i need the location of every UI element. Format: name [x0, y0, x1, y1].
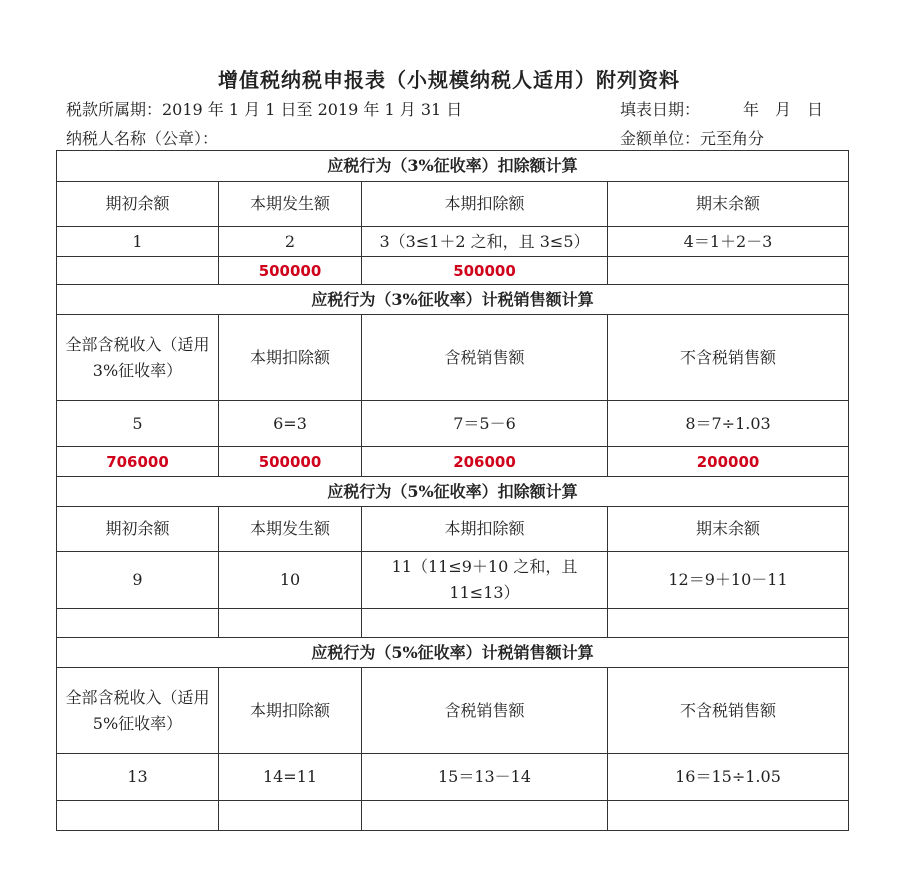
fill-date-label: 填表日期：	[620, 100, 701, 119]
section-title-row	[57, 151, 849, 182]
code-cell: 3（3≤1＋2 之和，且 3≤5）	[362, 227, 608, 257]
value-cell: 500000	[219, 257, 362, 285]
value-cell: 500000	[362, 257, 608, 285]
header-cell: 本期发生额	[219, 182, 362, 227]
code-row	[57, 552, 849, 609]
code-cell: 15＝13－14	[362, 754, 608, 801]
header-cell: 含税销售额	[362, 668, 608, 754]
section-title: 应税行为（5%征收率）计税销售额计算	[57, 638, 849, 668]
header-cell: 期初余额	[57, 507, 219, 552]
code-cell: 11（11≤9＋10 之和，且 11≤13）	[362, 552, 608, 609]
value-cell: 206000	[362, 447, 608, 477]
header-cell: 本期扣除额	[219, 668, 362, 754]
taxpayer-name-label: 纳税人名称（公章）：	[66, 129, 219, 148]
section-title: 应税行为（3%征收率）扣除额计算	[57, 151, 849, 182]
value-cell	[608, 609, 849, 638]
value-cell	[219, 801, 362, 831]
value-cell: 500000	[219, 447, 362, 477]
value-cell	[608, 257, 849, 285]
header-row	[57, 315, 849, 401]
value-row	[57, 447, 849, 477]
code-cell: 16＝15÷1.05	[608, 754, 849, 801]
tax-period: 税款所属期：2019 年 1 月 1 日至 2019 年 1 月 31 日	[66, 100, 463, 119]
header-cell: 期末余额	[608, 507, 849, 552]
code-cell: 5	[57, 401, 219, 447]
section-title-row	[57, 285, 849, 315]
code-cell: 10	[219, 552, 362, 609]
header-cell: 期末余额	[608, 182, 849, 227]
code-row	[57, 401, 849, 447]
value-cell: 706000	[57, 447, 219, 477]
code-cell: 12＝9＋10－11	[608, 552, 849, 609]
value-cell	[57, 801, 219, 831]
code-cell: 13	[57, 754, 219, 801]
section-title: 应税行为（3%征收率）计税销售额计算	[57, 285, 849, 315]
attachment-table	[56, 150, 849, 831]
section-title-row	[57, 477, 849, 507]
code-cell: 4＝1＋2－3	[608, 227, 849, 257]
value-cell: 200000	[608, 447, 849, 477]
header-cell: 全部含税收入（适用 3%征收率）	[57, 315, 219, 401]
header-cell: 全部含税收入（适用 5%征收率）	[57, 668, 219, 754]
header-cell: 不含税销售额	[608, 668, 849, 754]
code-cell: 6=3	[219, 401, 362, 447]
header-row	[57, 668, 849, 754]
header-cell: 本期扣除额	[362, 507, 608, 552]
value-cell	[608, 801, 849, 831]
section-title-row	[57, 638, 849, 668]
header-cell: 期初余额	[57, 182, 219, 227]
amount-unit-label: 金额单位：元至角分	[620, 129, 765, 148]
value-cell	[219, 609, 362, 638]
code-row	[57, 227, 849, 257]
header-row	[57, 507, 849, 552]
value-cell	[57, 609, 219, 638]
value-row	[57, 609, 849, 638]
header-cell: 不含税销售额	[608, 315, 849, 401]
section-title: 应税行为（5%征收率）扣除额计算	[57, 477, 849, 507]
code-cell: 14=11	[219, 754, 362, 801]
header-cell: 本期发生额	[219, 507, 362, 552]
code-cell: 7＝5－6	[362, 401, 608, 447]
value-cell	[57, 257, 219, 285]
header-cell: 本期扣除额	[362, 182, 608, 227]
value-cell	[362, 801, 608, 831]
value-cell	[362, 609, 608, 638]
header-row	[57, 182, 849, 227]
code-row	[57, 754, 849, 801]
form-title: 增值税纳税申报表（小规模纳税人适用）附列资料	[218, 68, 680, 92]
code-cell: 1	[57, 227, 219, 257]
code-cell: 2	[219, 227, 362, 257]
code-cell: 8＝7÷1.03	[608, 401, 849, 447]
value-row	[57, 257, 849, 285]
code-cell: 9	[57, 552, 219, 609]
header-cell: 本期扣除额	[219, 315, 362, 401]
header-cell: 含税销售额	[362, 315, 608, 401]
fill-date-fields: 年 月 日	[743, 100, 824, 119]
value-row	[57, 801, 849, 831]
